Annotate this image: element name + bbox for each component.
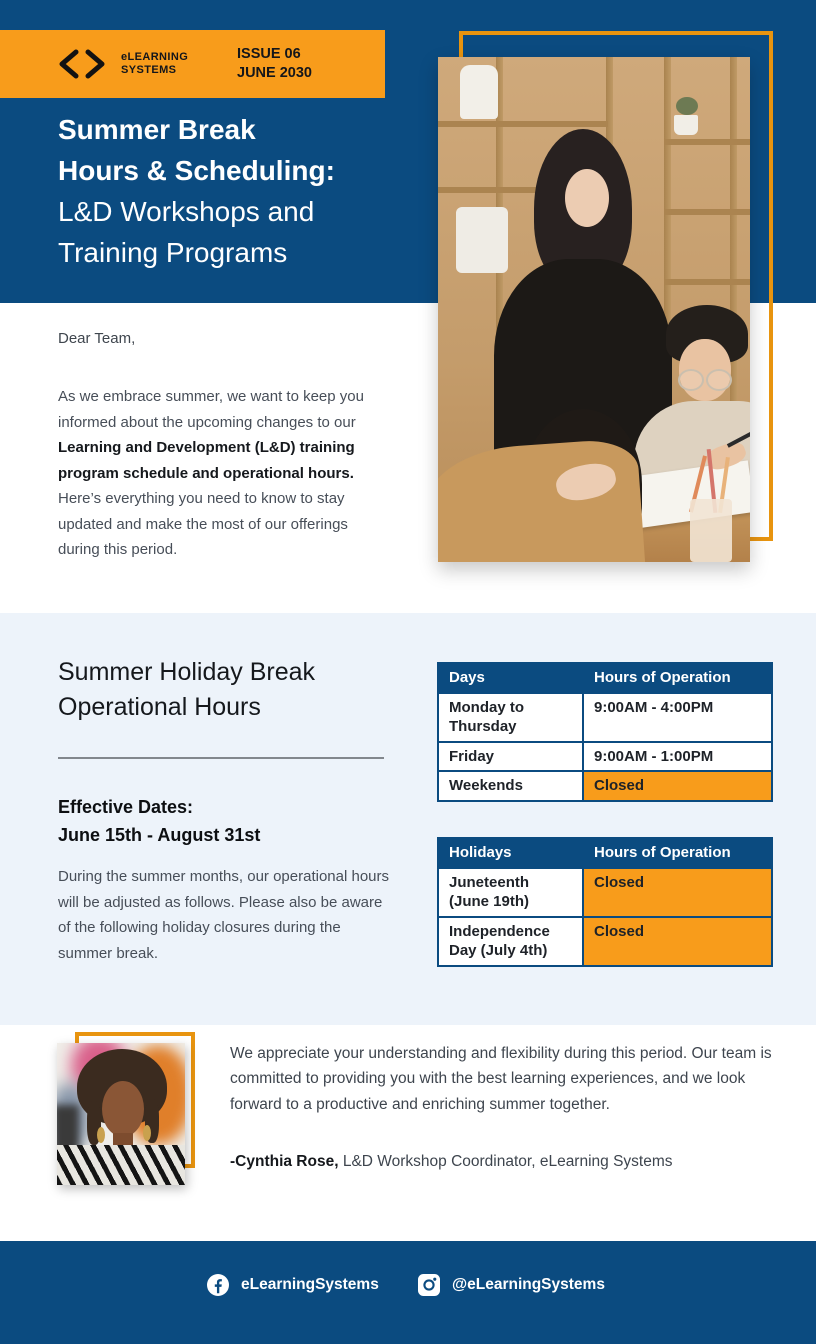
issue-info (237, 45, 312, 83)
intro-paragraph (58, 384, 388, 563)
footer-band (0, 1241, 816, 1344)
intro-bold-text: Learning and Development (L&D) training program schedule and operational hours. (58, 439, 355, 482)
column-header-hours: Hours of Operation (584, 839, 771, 867)
heading-line-1: Summer Holiday Break (58, 658, 316, 686)
column-header-holidays: Holidays (439, 839, 584, 867)
logo (56, 49, 188, 79)
hours-section-heading (58, 655, 315, 725)
title-line-4: Training Programs (58, 237, 288, 268)
title-line-3: L&D Workshops and (58, 196, 315, 227)
intro-text: As we embrace summer, we want to keep you informed about the upcoming changes to our (58, 388, 364, 431)
column-header-days: Days (439, 664, 584, 692)
photo-detail (664, 209, 750, 215)
photo-detail (438, 438, 645, 562)
table-row (439, 692, 771, 741)
instagram-handle: @eLearningSystems (452, 1276, 605, 1293)
table-header-row (439, 839, 771, 867)
effective-dates-value: June 15th - August 31st (58, 825, 261, 845)
photo-detail (438, 121, 608, 127)
holidays-hours-table (437, 837, 773, 967)
photo-detail (57, 1145, 185, 1185)
row-value: 9:00AM - 1:00PM (594, 747, 714, 765)
days-hours-table (437, 662, 773, 802)
photo-detail (97, 1127, 105, 1143)
photo-detail (143, 1125, 151, 1141)
title-line-2: Hours & Scheduling: (58, 155, 335, 186)
row-label: Independence Day (July 4th) (439, 918, 584, 965)
photo-detail (674, 115, 698, 135)
issue-date: JUNE 2030 (237, 65, 312, 81)
code-chevrons-icon (56, 49, 108, 79)
brand-name (121, 51, 188, 77)
page-title (58, 109, 335, 273)
table-row (439, 741, 771, 771)
hero-photo (438, 57, 750, 562)
row-label: Friday (439, 743, 584, 771)
facebook-link[interactable] (207, 1274, 379, 1296)
row-label: Juneteenth (June 19th) (439, 869, 584, 916)
photo-detail (678, 369, 704, 391)
photo-detail (456, 207, 508, 273)
heading-line-2: Operational Hours (58, 693, 261, 721)
instagram-link[interactable] (418, 1274, 605, 1296)
brand-line2: SYSTEMS (121, 64, 177, 76)
row-value-closed: Closed (584, 918, 771, 965)
signature (230, 1153, 673, 1171)
facebook-icon (207, 1274, 229, 1296)
photo-detail (676, 97, 698, 115)
masthead-banner (0, 30, 385, 98)
title-line-1: Summer Break (58, 114, 256, 145)
coordinator-portrait (57, 1043, 185, 1185)
instagram-icon (418, 1274, 440, 1296)
row-value-closed: Closed (584, 772, 771, 800)
row-value: 9:00AM - 4:00PM (594, 698, 714, 716)
photo-detail (690, 499, 732, 562)
photo-detail (706, 369, 732, 391)
signature-role: L&D Workshop Coordinator, eLearning Systems (338, 1153, 673, 1170)
table-row (439, 916, 771, 965)
effective-dates (58, 793, 260, 849)
photo-detail (565, 169, 609, 227)
photo-detail (460, 65, 498, 119)
closing-message: We appreciate your understanding and flexibility during this period. Our team is committed to providing you with the best learning experiences, and we look forward to a productive and enriching summer together. (230, 1045, 772, 1113)
table-header-row (439, 664, 771, 692)
issue-number: ISSUE 06 (237, 46, 301, 62)
table-row (439, 867, 771, 916)
photo-detail (664, 279, 750, 285)
signature-name: -Cynthia Rose, (230, 1153, 339, 1170)
section-divider (58, 757, 384, 759)
table-row (439, 770, 771, 800)
salutation: Dear Team, (58, 330, 136, 347)
hours-section-body: During the summer months, our operational hours will be adjusted as follows. Please also be aware of the following holiday closures during the summer break. (58, 868, 389, 962)
intro-tail-text: Here’s everything you need to know to stay updated and make the most of our offerings during this period. (58, 490, 348, 558)
column-header-hours: Hours of Operation (584, 664, 771, 692)
photo-detail (664, 139, 750, 145)
photo-detail (102, 1081, 144, 1137)
effective-dates-label: Effective Dates: (58, 797, 194, 817)
row-label: Weekends (439, 772, 584, 800)
row-value-closed: Closed (584, 869, 771, 916)
facebook-handle: eLearningSystems (241, 1276, 379, 1293)
brand-line1: eLEARNING (121, 51, 189, 63)
row-label: Monday to Thursday (439, 694, 584, 741)
